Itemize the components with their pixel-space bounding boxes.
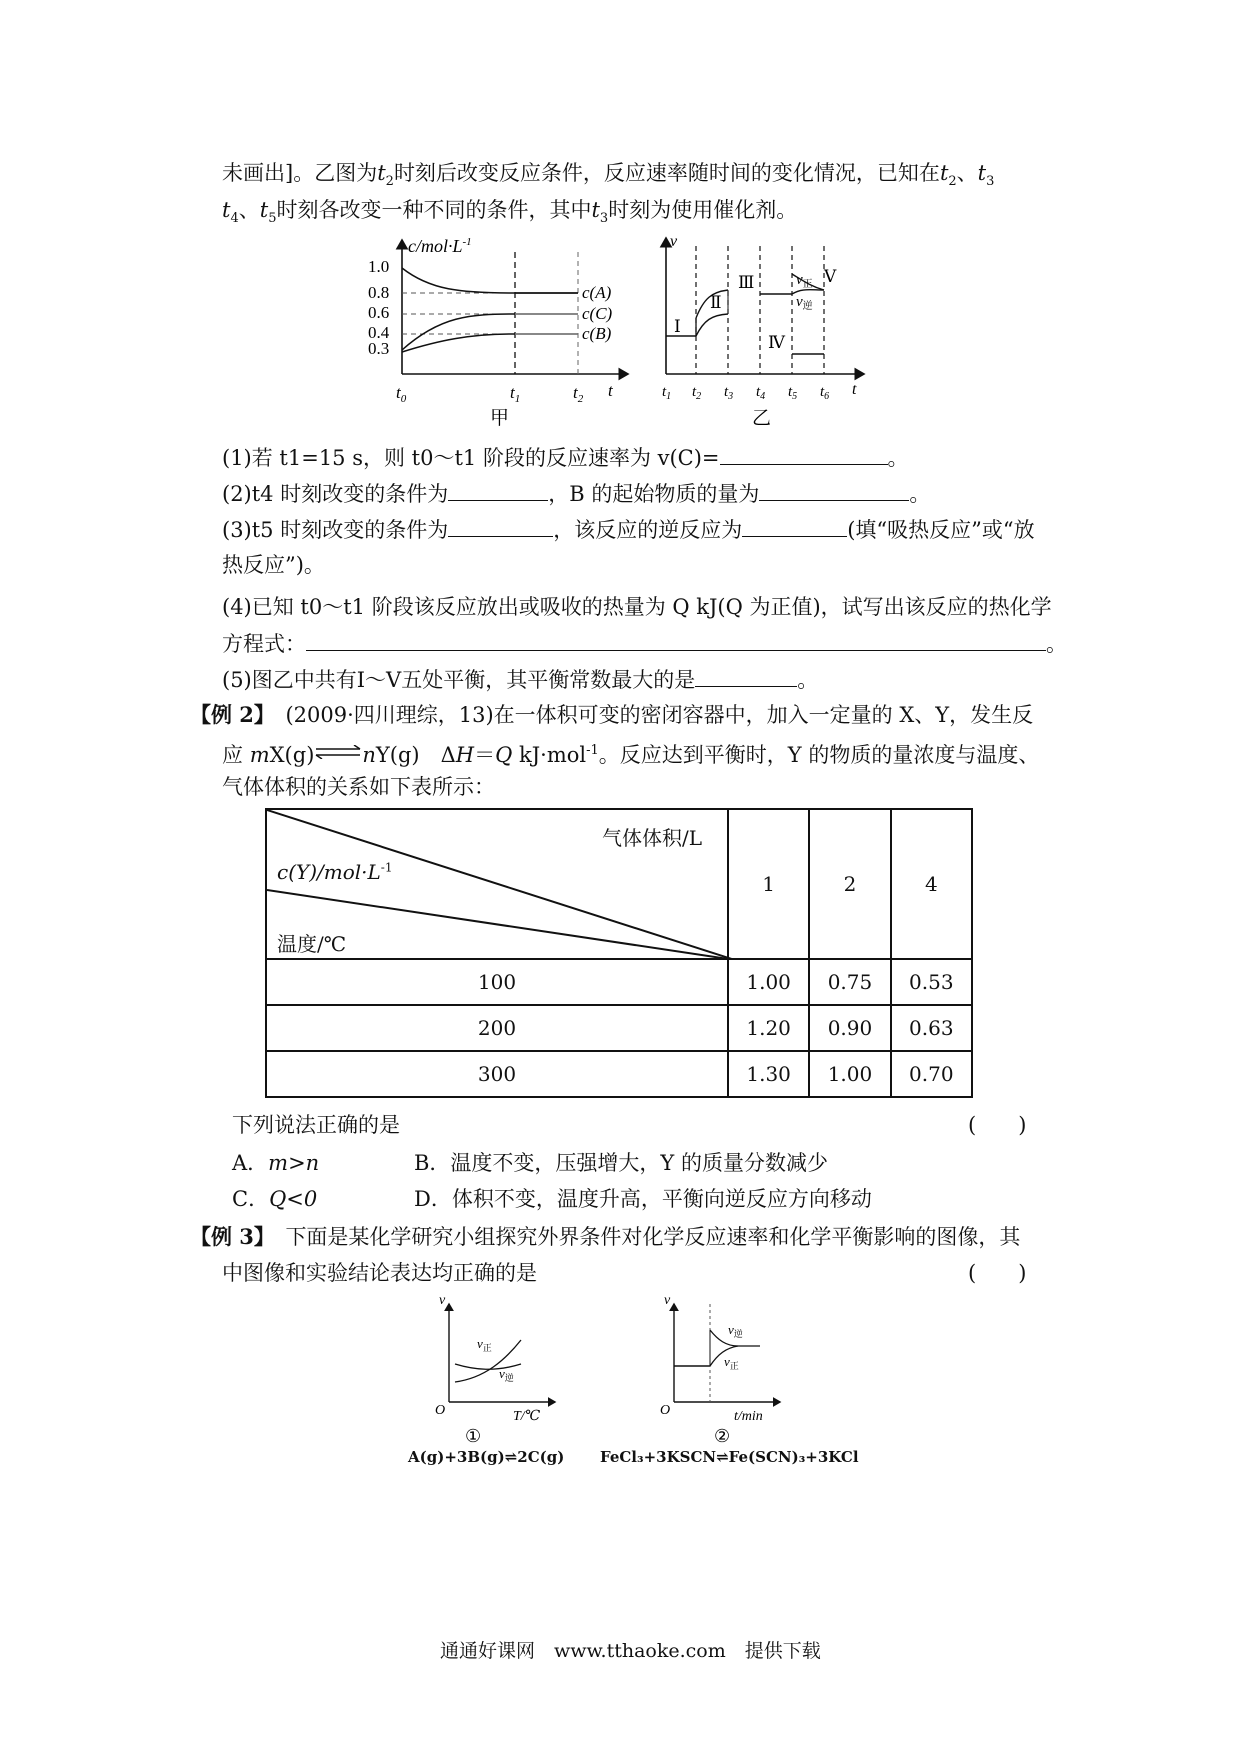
graph-yi — [652, 232, 882, 432]
table-temp-cell: 200 — [266, 1005, 728, 1051]
jia-xtick-t2: $t_2$ — [573, 383, 584, 405]
answer-blank-5[interactable] — [695, 664, 797, 687]
equilibrium-arrow-icon — [314, 737, 362, 751]
jia-curve-B — [402, 334, 578, 352]
fig1-number: ① — [465, 1426, 482, 1446]
jia-caption: 甲 — [490, 408, 510, 429]
yi-stage-3: Ⅲ — [738, 273, 755, 292]
answer-blank-2a[interactable] — [448, 478, 548, 501]
table-value-cell: 0.63 — [891, 1005, 972, 1051]
table-value-cell: 1.00 — [728, 959, 809, 1005]
yi-stage-1: Ⅰ — [674, 317, 681, 336]
table-value-cell: 0.70 — [891, 1051, 972, 1097]
fig1-x-label: T/℃ — [513, 1409, 541, 1424]
example-3-line-2: 中图像和实验结论表达均正确的是 — [222, 1261, 537, 1285]
jia-ytick-1.0: 1.0 — [368, 257, 390, 276]
jia-ytick-0.6: 0.6 — [368, 303, 390, 322]
question-4: (4)已知 t0～t1 阶段该反应放出或吸收的热量为 Q kJ(Q 为正值)，试写出该反应的热化学 — [222, 595, 1052, 619]
svg-text:t4: $t_4$ — [756, 384, 766, 402]
graph-jia — [360, 232, 640, 432]
table-value-cell: 0.90 — [809, 1005, 890, 1051]
fig1-origin: O — [435, 1403, 446, 1418]
fig2-origin: O — [660, 1403, 671, 1418]
intro-line-2: $t_4$、$t_5$时刻各改变一种不同的条件，其中$t_3$时刻为使用催化剂。 — [222, 198, 798, 227]
table-temp-cell: 100 — [266, 959, 728, 1005]
jia-ytick-0.4: 0.4 — [368, 323, 390, 342]
question-1: (1)若 t1=15 s，则 t0～t1 阶段的反应速率为 v(C)= 。 — [222, 442, 909, 473]
answer-blank-3b[interactable] — [742, 514, 847, 537]
example-2-line-3: 气体体积的关系如下表所示： — [222, 775, 495, 799]
table-header-concentration: $c(Y)/mol\cdot L^{-1}$ — [277, 860, 393, 884]
question-3-cont: 热反应”)。 — [222, 553, 325, 577]
question-4-cont: 方程式： 。 — [222, 628, 1067, 659]
question-5: (5)图乙中共有Ⅰ～Ⅴ五处平衡，其平衡常数最大的是 。 — [222, 664, 818, 695]
yi-y-label: v — [670, 233, 678, 250]
jia-ylabel: $c/mol\cdot L^{-1}$ — [408, 236, 472, 256]
fig2-x-label: t/min — [734, 1409, 763, 1424]
jia-curve-A — [402, 268, 578, 293]
page-footer: 通通好课网 www.tthaoke.com 提供下载 — [440, 1640, 821, 1662]
jia-ytick-0.3: 0.3 — [368, 339, 390, 358]
example-3-answer-paren[interactable]: ( ) — [968, 1261, 1027, 1285]
option-c[interactable]: C．Q<0 — [232, 1187, 318, 1211]
example-2-answer-paren[interactable]: ( ) — [968, 1113, 1027, 1137]
yi-v-forward: $v_正$ — [796, 272, 813, 290]
yi-caption: 乙 — [752, 408, 772, 429]
svg-text:t6: $t_6$ — [820, 384, 830, 402]
option-d[interactable]: D．体积不变，温度升高，平衡向逆反应方向移动 — [414, 1187, 872, 1211]
fig1-v-reverse: $v_逆$ — [499, 1366, 514, 1383]
fig2-equation: FeCl₃+3KSCN⇌Fe(SCN)₃+3KCl — [600, 1448, 859, 1466]
yi-stage-5: Ⅴ — [824, 267, 837, 286]
example-2-prompt: 下列说法正确的是 — [232, 1113, 400, 1137]
svg-text:t3: $t_3$ — [724, 384, 734, 402]
option-a[interactable]: A．m>n — [232, 1151, 320, 1175]
table-volume-1: 1 — [728, 809, 809, 959]
yi-v-reverse: $v_逆$ — [796, 294, 813, 312]
fig1-y-label: v — [439, 1293, 446, 1308]
figure-2 — [630, 1290, 815, 1460]
table-header-volume: 气体体积/L — [602, 826, 703, 850]
answer-blank-3a[interactable] — [448, 514, 553, 537]
yi-stage-2: Ⅱ — [710, 293, 722, 312]
jia-x-label: t — [608, 381, 613, 400]
answer-blank-2b[interactable] — [759, 478, 909, 501]
yi-stage-4: Ⅳ — [768, 333, 785, 352]
example-2-line-1: 【例 2】 (2009·四川理综，13)在一体积可变的密闭容器中，加入一定量的 X、Y，发生反 — [190, 702, 1034, 727]
fig1-equation: A(g)+3B(g)⇌2C(g) — [408, 1448, 565, 1466]
fig2-v-forward: $v_正$ — [724, 1354, 739, 1371]
option-b[interactable]: B．温度不变，压强增大，Y 的质量分数减少 — [414, 1151, 828, 1175]
table-row — [266, 959, 972, 1005]
fig1-v-forward: $v_正$ — [477, 1336, 492, 1353]
table-value-cell: 1.30 — [728, 1051, 809, 1097]
table-row — [266, 1051, 972, 1097]
table-temp-cell: 300 — [266, 1051, 728, 1097]
fig2-y-label: v — [664, 1293, 671, 1308]
intro-line-1: 未画出]。乙图为$t_2$时刻后改变反应条件，反应速率随时间的变化情况，已知在$t_2$、$t_3$ — [222, 161, 995, 190]
jia-xtick-t0: $t_0$ — [396, 383, 407, 405]
fig2-number: ② — [714, 1426, 731, 1446]
jia-xtick-t1: $t_1$ — [510, 383, 521, 405]
fig1-reverse-curve — [455, 1364, 521, 1369]
svg-text:t1: $t_1$ — [662, 384, 672, 402]
jia-label-C: c(C) — [582, 304, 613, 323]
answer-blank-4[interactable] — [306, 628, 1046, 651]
svg-text:t2: $t_2$ — [692, 384, 702, 402]
example-3-tag: 【例 3】 — [190, 1224, 265, 1249]
jia-ytick-0.8: 0.8 — [368, 283, 390, 302]
svg-text:t5: $t_5$ — [788, 384, 798, 402]
table-row — [266, 1005, 972, 1051]
answer-blank-1[interactable] — [720, 442, 888, 465]
table-header-temperature: 温度/℃ — [277, 932, 347, 956]
table-value-cell: 0.53 — [891, 959, 972, 1005]
yi-x-label: t — [852, 381, 857, 398]
figure-1 — [405, 1290, 590, 1460]
table-header-diagonal-cell — [266, 809, 728, 959]
jia-label-A: c(A) — [582, 283, 612, 302]
example-2-tag: 【例 2】 — [190, 702, 265, 727]
fig2-v-reverse: $v_逆$ — [728, 1322, 743, 1339]
table-volume-4: 4 — [891, 809, 972, 959]
concentration-table — [265, 808, 973, 1098]
example-2-line-2: 应 mX(g) nY(g) ΔH＝Q kJ·mol$^{-1}$。反应达到平衡时，Y 的物质的量浓度与温度、 — [222, 736, 1039, 770]
question-2: (2)t4 时刻改变的条件为 ，B 的起始物质的量为 。 — [222, 478, 930, 509]
example-3-line-1: 【例 3】 下面是某化学研究小组探究外界条件对化学反应速率和化学平衡影响的图像，其 — [190, 1224, 1021, 1249]
table-value-cell: 1.20 — [728, 1005, 809, 1051]
table-volume-2: 2 — [809, 809, 890, 959]
question-3: (3)t5 时刻改变的条件为 ，该反应的逆反应为 (填“吸热反应”或“放 — [222, 514, 1035, 545]
table-value-cell: 1.00 — [809, 1051, 890, 1097]
jia-label-B: c(B) — [582, 324, 612, 343]
table-value-cell: 0.75 — [809, 959, 890, 1005]
